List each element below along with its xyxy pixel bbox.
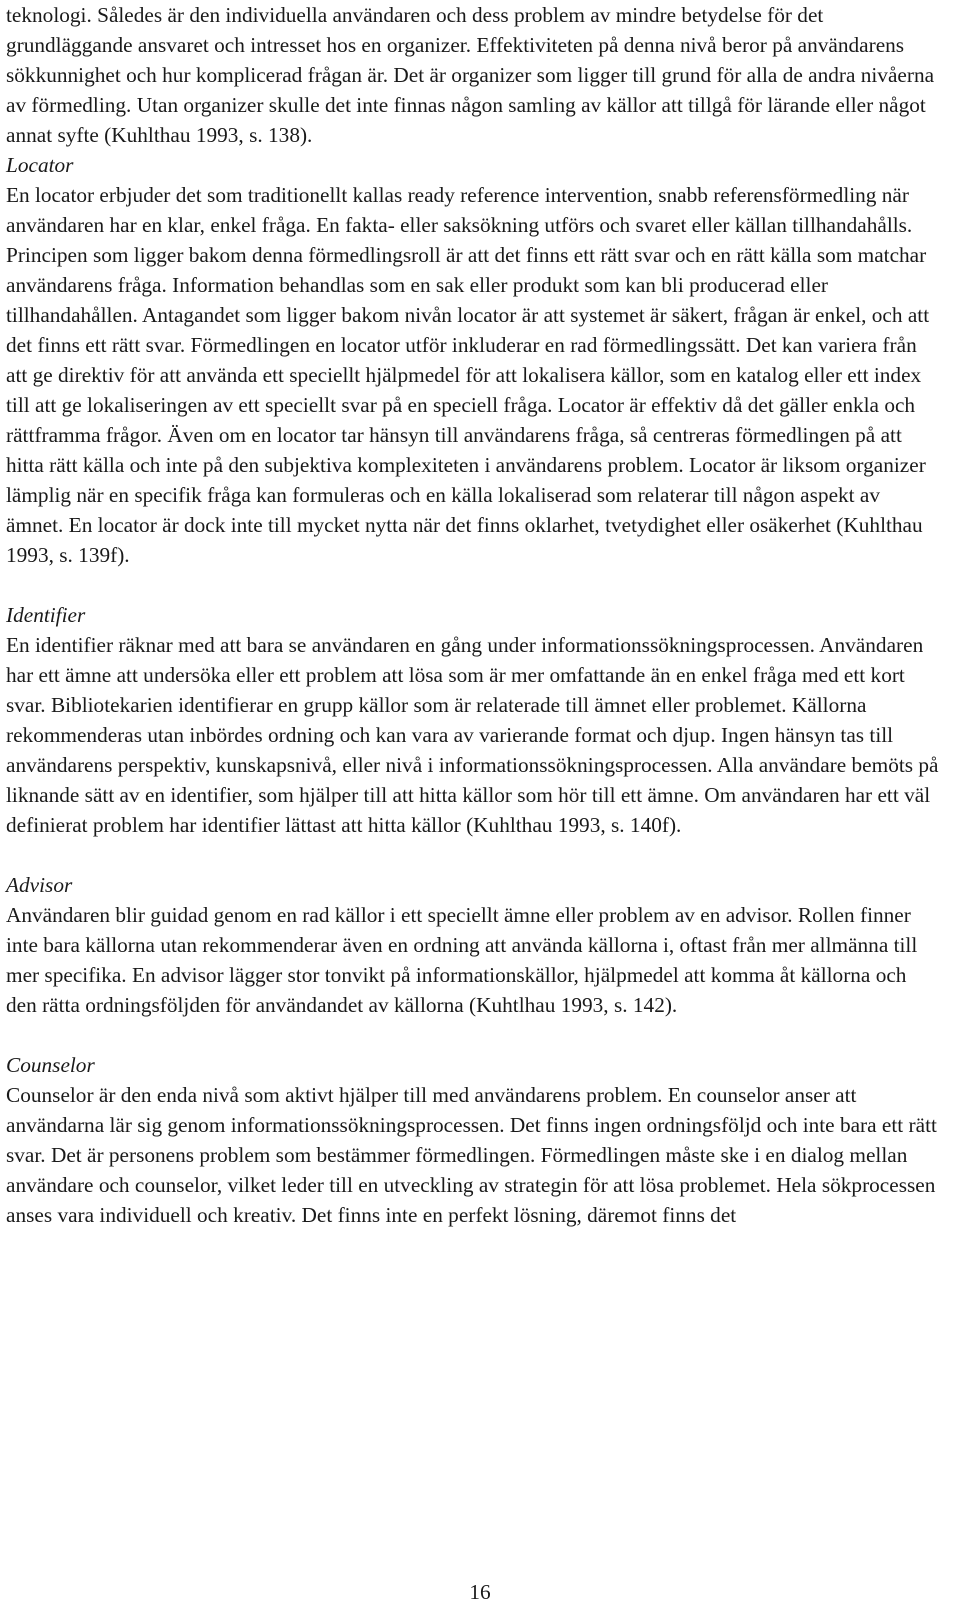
section-text-counselor: Counselor är den enda nivå som aktivt hjälper till med användarens problem. En counselor anser att användarna lär sig genom informationssökningsprocessen. Det finns ingen ordningsföljd och inte bara ett rätt svar. Det är personens problem som bestämmer förmedlingen. Förmedlingen måste ske i en dialog mellan användare och counselor, vilket leder till en utveckling av strategin för att lösa problemet. Hela sökprocessen anses vara individuell och kreativ. Det finns inte en perfekt lösning, däremot finns det xyxy=(6,1083,937,1227)
paragraph-spacer xyxy=(6,1020,942,1050)
section-heading-identifier: Identifier xyxy=(6,603,86,627)
section-text-locator: En locator erbjuder det som traditionellt kallas ready reference intervention, snabb referensförmedling när användaren har en klar, enkel fråga. En fakta- eller saksökning utförs och svaret eller källan tillhandahålls. Principen som ligger bakom denna förmedlingsroll är att det finns ett rätt svar och en rätt källa som matchar användarens fråga. Information behandlas som en sak eller produkt som kan bli producerad eller tillhandahållen. Antagandet som ligger bakom nivån locator är att systemet är säkert, frågan är enkel, och att det finns ett rätt svar. Förmedlingen en locator utför inkluderar en rad förmedlingssätt. Det kan variera från att ge direktiv för att använda ett speciellt hjälpmedel för att lokalisera källor, som en katalog eller ett index till att ge lokaliseringen av ett speciellt svar på en speciell fråga. Locator är effektiv då det gäller enkla och rättframma frågor. Även om en locator tar hänsyn till användarens fråga, så centreras förmedlingen på att hitta rätt källa och inte på den subjektiva komplexiteten i användarens problem. Locator är liksom organizer lämplig när en specifik fråga kan formuleras och en källa lokaliserad som relaterar till någon aspekt av ämnet. En locator är dock inte till mycket nytta när det finns oklarhet, tvetydighet eller osäkerhet (Kuhlthau 1993, s. 139f). xyxy=(6,183,930,567)
intro-paragraph: teknologi. Således är den individuella användaren och dess problem av mindre betydelse för det grundläggande ansvaret och intresset hos en organizer. Effektiviteten på denna nivå beror på användarens sökkunnighet och hur komplicerad frågan är. Det är organizer som ligger till grund för alla de andra nivåerna av förmedling. Utan organizer skulle det inte finnas någon samling av källor att tillgå för lärande eller något annat syfte (Kuhlthau 1993, s. 138). xyxy=(6,3,935,147)
section-heading-locator: Locator xyxy=(6,153,74,177)
page-number: 16 xyxy=(469,1580,491,1604)
section-heading-counselor: Counselor xyxy=(6,1053,95,1077)
section-text-advisor: Användaren blir guidad genom en rad källor i ett speciellt ämne eller problem av en advisor. Rollen finner inte bara källorna utan rekommenderar även en ordning att använda källorna i, oftast från mer allmänna till mer specifika. En advisor lägger stor tonvikt på informationskällor, hjälpmedel att komma åt källorna och den rätta ordningsföljden för användandet av källorna (Kuhtlhau 1993, s. 142). xyxy=(6,903,918,1017)
paragraph-spacer xyxy=(6,840,942,870)
section-heading-advisor: Advisor xyxy=(6,873,73,897)
section-text-identifier: En identifier räknar med att bara se användaren en gång under informationssökningsprocessen. Användaren har ett ämne att undersöka eller ett problem att lösa som är mer omfattande än en enkel fråga med ett kort svar. Bibliotekarien identifierar en grupp källor som är relaterade till ämnet eller problemet. Källorna rekommenderas utan inbördes ordning och kan vara av varierande format och djup. Ingen hänsyn tas till användarens perspektiv, kunskapsnivå, eller nivå i informationssökningsprocessen. Alla användare bemöts på liknande sätt av en identifier, som hjälper till att hitta källor som hör till ett ämne. Om användaren har ett väl definierat problem har identifier lättast att hitta källor (Kuhlthau 1993, s. 140f). xyxy=(6,633,939,837)
paragraph-spacer xyxy=(6,570,942,600)
